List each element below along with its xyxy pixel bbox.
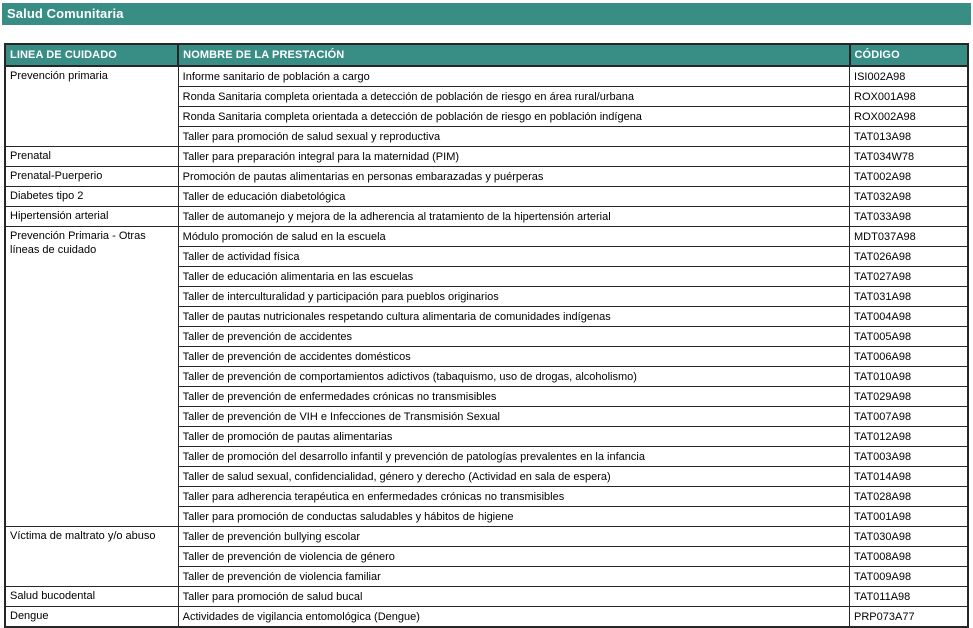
prestacion-cell: Taller de automanejo y mejora de la adherencia al tratamiento de la hipertensión arterial [178, 207, 849, 227]
codigo-cell: ROX002A98 [850, 107, 968, 127]
header-nombre-de-la-prestacion: NOMBRE DE LA PRESTACIÓN [178, 44, 849, 66]
linea-de-cuidado-cell: Diabetes tipo 2 [5, 187, 178, 207]
prestacion-cell: Módulo promoción de salud en la escuela [178, 227, 849, 247]
prestacion-cell: Taller de interculturalidad y participación para pueblos originarios [178, 287, 849, 307]
linea-de-cuidado-cell: Prevención Primaria - Otras líneas de cuidado [5, 227, 178, 527]
codigo-cell: TAT004A98 [850, 307, 968, 327]
prestacion-cell: Taller de promoción de pautas alimentarias [178, 427, 849, 447]
prestacion-cell: Informe sanitario de población a cargo [178, 66, 849, 87]
prestacion-cell: Taller de prevención de comportamientos adictivos (tabaquismo, uso de drogas, alcoholismo) [178, 367, 849, 387]
table-row [5, 187, 968, 207]
table-row [5, 527, 968, 547]
prestacion-cell: Taller de prevención de accidentes domésticos [178, 347, 849, 367]
prestacion-cell: Taller para promoción de conductas saludables y hábitos de higiene [178, 507, 849, 527]
table-body [5, 66, 968, 627]
prestacion-cell: Taller de prevención de enfermedades crónicas no transmisibles [178, 387, 849, 407]
codigo-cell: TAT032A98 [850, 187, 968, 207]
table-row [5, 607, 968, 628]
codigo-cell: TAT002A98 [850, 167, 968, 187]
prestacion-cell: Taller de prevención de violencia familiar [178, 567, 849, 587]
prestacion-cell: Taller de prevención de accidentes [178, 327, 849, 347]
codigo-cell: TAT010A98 [850, 367, 968, 387]
codigo-cell: ROX001A98 [850, 87, 968, 107]
prestacion-cell: Taller de educación diabetológica [178, 187, 849, 207]
codigo-cell: TAT028A98 [850, 487, 968, 507]
prestaciones-table [4, 43, 969, 628]
codigo-cell: PRP073A77 [850, 607, 968, 628]
linea-de-cuidado-cell: Prenatal [5, 147, 178, 167]
prestacion-cell: Taller para promoción de salud sexual y reproductiva [178, 127, 849, 147]
table-row [5, 587, 968, 607]
linea-de-cuidado-cell: Prenatal-Puerperio [5, 167, 178, 187]
header-codigo: CÓDIGO [850, 44, 968, 66]
prestacion-cell: Taller de actividad física [178, 247, 849, 267]
codigo-cell: TAT005A98 [850, 327, 968, 347]
header-linea-de-cuidado: LINEA DE CUIDADO [5, 44, 178, 66]
prestacion-cell: Taller de educación alimentaria en las escuelas [178, 267, 849, 287]
table-row [5, 167, 968, 187]
prestacion-cell: Taller de pautas nutricionales respetando cultura alimentaria de comunidades indígenas [178, 307, 849, 327]
linea-de-cuidado-cell: Hipertensión arterial [5, 207, 178, 227]
codigo-cell: TAT014A98 [850, 467, 968, 487]
table-row [5, 227, 968, 247]
prestacion-cell: Taller de promoción del desarrollo infantil y prevención de patologías prevalentes en la infancia [178, 447, 849, 467]
codigo-cell: TAT026A98 [850, 247, 968, 267]
prestacion-cell: Taller para adherencia terapéutica en enfermedades crónicas no transmisibles [178, 487, 849, 507]
codigo-cell: TAT027A98 [850, 267, 968, 287]
prestacion-cell: Taller para preparación integral para la maternidad (PIM) [178, 147, 849, 167]
prestacion-cell: Taller para promoción de salud bucal [178, 587, 849, 607]
codigo-cell: TAT030A98 [850, 527, 968, 547]
prestacion-cell: Taller de prevención de violencia de género [178, 547, 849, 567]
codigo-cell: TAT006A98 [850, 347, 968, 367]
codigo-cell: TAT031A98 [850, 287, 968, 307]
codigo-cell: TAT034W78 [850, 147, 968, 167]
codigo-cell: TAT007A98 [850, 407, 968, 427]
codigo-cell: TAT008A98 [850, 547, 968, 567]
codigo-cell: TAT001A98 [850, 507, 968, 527]
table-header-row [5, 44, 968, 66]
page-title: Salud Comunitaria [2, 3, 971, 25]
prestacion-cell: Promoción de pautas alimentarias en personas embarazadas y puérperas [178, 167, 849, 187]
codigo-cell: TAT033A98 [850, 207, 968, 227]
prestacion-cell: Taller de prevención bullying escolar [178, 527, 849, 547]
linea-de-cuidado-cell: Dengue [5, 607, 178, 628]
table-row [5, 66, 968, 87]
linea-de-cuidado-cell: Víctima de maltrato y/o abuso [5, 527, 178, 587]
prestacion-cell: Taller de salud sexual, confidencialidad, género y derecho (Actividad en sala de espera) [178, 467, 849, 487]
linea-de-cuidado-cell: Salud bucodental [5, 587, 178, 607]
codigo-cell: TAT003A98 [850, 447, 968, 467]
codigo-cell: TAT011A98 [850, 587, 968, 607]
codigo-cell: TAT029A98 [850, 387, 968, 407]
codigo-cell: TAT009A98 [850, 567, 968, 587]
table-row [5, 207, 968, 227]
table-row [5, 147, 968, 167]
codigo-cell: TAT012A98 [850, 427, 968, 447]
codigo-cell: TAT013A98 [850, 127, 968, 147]
codigo-cell: ISI002A98 [850, 66, 968, 87]
prestacion-cell: Ronda Sanitaria completa orientada a detección de población de riesgo en área rural/urbana [178, 87, 849, 107]
codigo-cell: MDT037A98 [850, 227, 968, 247]
prestacion-cell: Actividades de vigilancia entomológica (Dengue) [178, 607, 849, 628]
prestacion-cell: Taller de prevención de VIH e Infecciones de Transmisión Sexual [178, 407, 849, 427]
prestacion-cell: Ronda Sanitaria completa orientada a detección de población de riesgo en población indígena [178, 107, 849, 127]
linea-de-cuidado-cell: Prevención primaria [5, 66, 178, 147]
